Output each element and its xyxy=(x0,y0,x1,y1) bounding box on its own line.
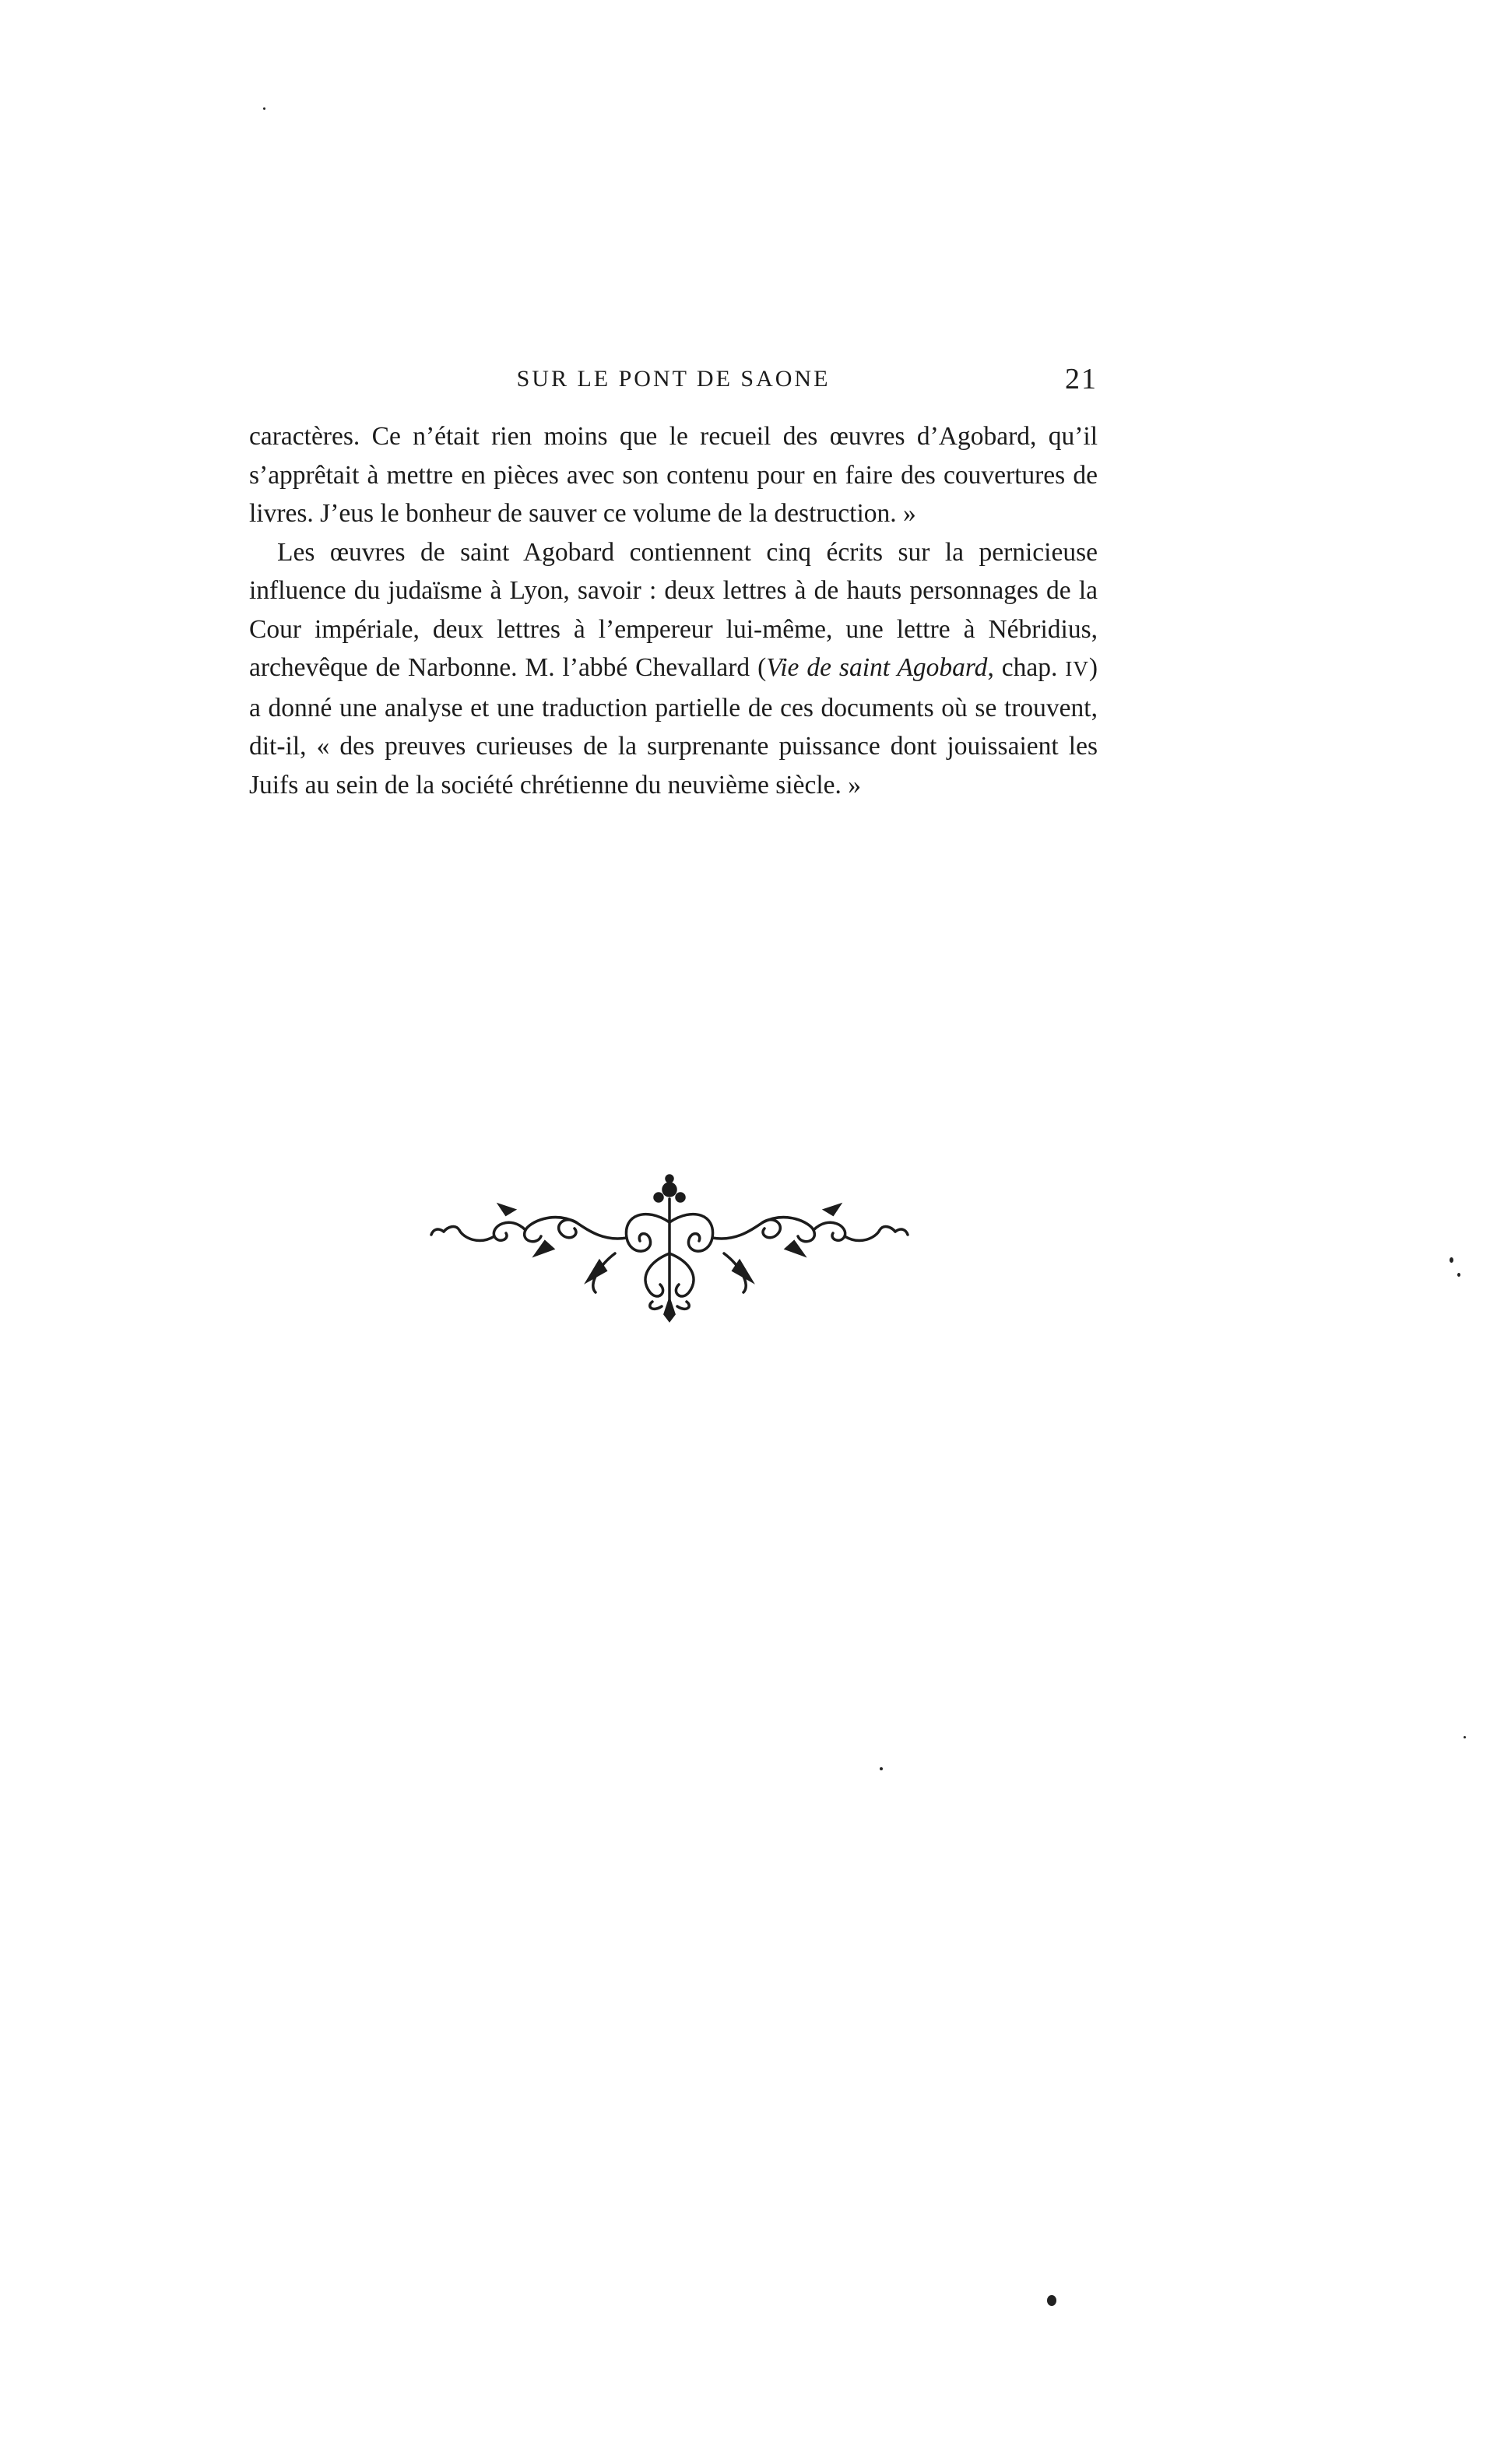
running-head xyxy=(249,360,1098,399)
ink-speck xyxy=(1450,1257,1453,1263)
ink-speck xyxy=(1464,1736,1466,1738)
paragraph-2 xyxy=(249,533,1098,805)
paragraph-2-text-b: , chap. xyxy=(987,653,1066,682)
ink-speck xyxy=(1047,2295,1056,2306)
running-title: SUR LE PONT DE SAONE xyxy=(516,366,831,392)
page-number: 21 xyxy=(1065,363,1098,395)
ink-speck xyxy=(880,1767,883,1770)
floral-tailpiece-icon xyxy=(428,1168,911,1323)
book-title-italic: Vie de saint Agobard xyxy=(766,653,988,682)
paragraph-1: caractères. Ce n’était rien moins que le recueil des œuvres d’Agobard, qu’il s’apprêtait à mettre en pièces avec son contenu pour en faire des couvertures de livres. J’eus le bonheur de sauver ce volume de la destruction. » xyxy=(249,422,1098,528)
ink-speck xyxy=(263,107,265,110)
paragraph-2-text-a: Les œuvres de saint Agobard contiennent cinq écrits sur la pernicieuse influence du judaïsme à Lyon, savoir : deux lettres à de hauts personnages de la Cour impériale, deux lettres à l’empereur lui-même, une lettre à Nébridius, archevêque de Narbonne. M. l’abbé Chevallard ( xyxy=(249,537,1098,682)
paragraph-2-text-c: ) a donné une analyse et une traduction partielle de ces documents où se trouvent, dit-il, « des preuves curieuses de la surprenante puissance dont jouissaient les Juifs au sein de la société chrétienne du neuvième siècle. » xyxy=(249,653,1098,800)
body-text xyxy=(249,417,1098,804)
chapter-numeral: IV xyxy=(1065,657,1089,680)
ink-speck xyxy=(1457,1273,1460,1277)
